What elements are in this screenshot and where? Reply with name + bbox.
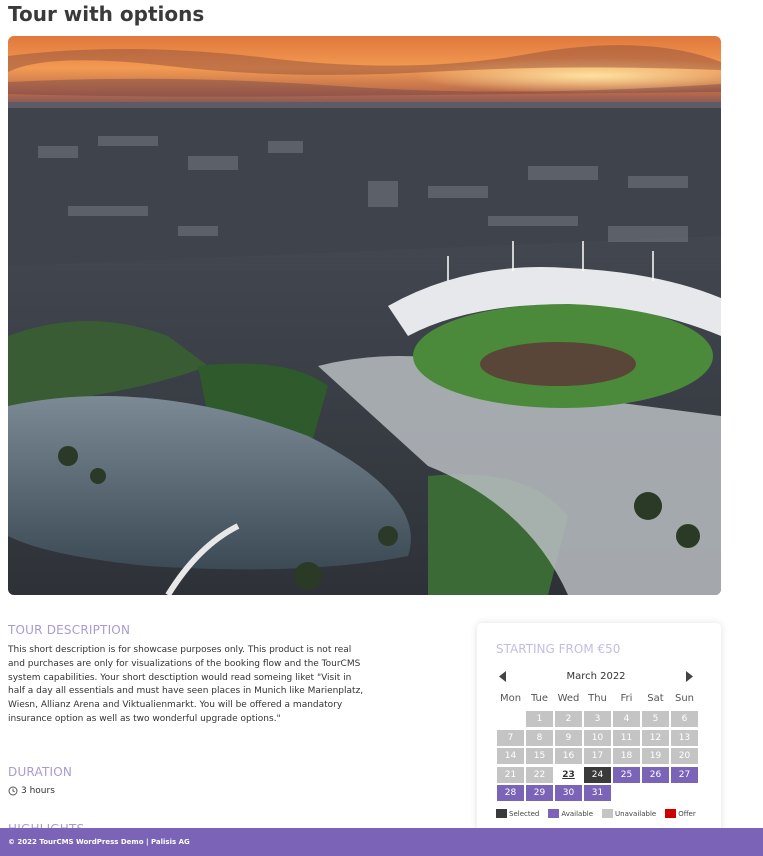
calendar-day-23[interactable]: 23 <box>555 767 582 783</box>
calendar-day-3[interactable]: 3 <box>584 711 611 727</box>
calendar-day-29[interactable]: 29 <box>526 785 553 801</box>
calendar-day-17[interactable]: 17 <box>584 748 611 764</box>
duration-row <box>8 786 55 796</box>
stadium-aerial-photo <box>8 36 721 595</box>
calendar-day-24[interactable]: 24 <box>584 767 611 783</box>
legend-label: Unavailable <box>615 809 657 818</box>
legend-item-offer <box>665 809 696 818</box>
calendar-month-label: March 2022 <box>566 670 626 682</box>
calendar-day-6[interactable]: 6 <box>671 711 698 727</box>
calendar-day-2[interactable]: 2 <box>555 711 582 727</box>
weekday-label: Tue <box>530 693 549 704</box>
site-footer <box>0 828 763 856</box>
weekday-label: Sat <box>647 693 664 704</box>
calendar-day-14[interactable]: 14 <box>497 748 524 764</box>
next-month-button[interactable] <box>682 669 696 683</box>
calendar-grid <box>496 710 699 803</box>
calendar-day-28[interactable]: 28 <box>497 785 524 801</box>
legend-item-unavailable <box>602 809 656 818</box>
calendar-day-26[interactable]: 26 <box>642 767 669 783</box>
weekday-label: Wed <box>557 693 580 704</box>
tour-hero-image <box>8 36 721 595</box>
calendar-day-empty <box>497 711 524 727</box>
booking-card <box>477 623 721 833</box>
weekday-label: Fri <box>620 693 633 704</box>
calendar-day-13[interactable]: 13 <box>671 730 698 746</box>
calendar-day-11[interactable]: 11 <box>613 730 640 746</box>
chevron-left-icon <box>499 671 507 682</box>
footer-copyright: © 2022 TourCMS WordPress Demo | Palisis AG <box>8 838 190 846</box>
calendar-day-31[interactable]: 31 <box>584 785 611 801</box>
weekday-label: Sun <box>674 693 695 704</box>
duration-heading: DURATION <box>8 765 73 779</box>
legend-label: Offer <box>678 809 696 818</box>
calendar-day-1[interactable]: 1 <box>526 711 553 727</box>
calendar-day-18[interactable]: 18 <box>613 748 640 764</box>
legend-item-available <box>548 809 593 818</box>
calendar-day-9[interactable]: 9 <box>555 730 582 746</box>
calendar-day-20[interactable]: 20 <box>671 748 698 764</box>
weekday-label: Thu <box>588 693 607 704</box>
calendar-day-8[interactable]: 8 <box>526 730 553 746</box>
clock-icon <box>8 786 18 796</box>
calendar-day-19[interactable]: 19 <box>642 748 669 764</box>
page-title: Tour with options <box>8 2 205 26</box>
prev-month-button[interactable] <box>496 669 510 683</box>
calendar-day-22[interactable]: 22 <box>526 767 553 783</box>
legend-swatch <box>602 809 613 818</box>
legend-label: Selected <box>509 809 540 818</box>
calendar-day-25[interactable]: 25 <box>613 767 640 783</box>
starting-from-price: STARTING FROM €50 <box>496 642 621 656</box>
weekday-label: Mon <box>499 693 522 704</box>
duration-value: 3 hours <box>21 786 55 796</box>
calendar-day-15[interactable]: 15 <box>526 748 553 764</box>
calendar-legend <box>496 809 696 818</box>
calendar-day-7[interactable]: 7 <box>497 730 524 746</box>
calendar-day-4[interactable]: 4 <box>613 711 640 727</box>
calendar-day-21[interactable]: 21 <box>497 767 524 783</box>
legend-item-selected <box>496 809 539 818</box>
chevron-right-icon <box>685 671 693 682</box>
legend-swatch <box>548 809 559 818</box>
calendar-day-10[interactable]: 10 <box>584 730 611 746</box>
calendar-day-16[interactable]: 16 <box>555 748 582 764</box>
calendar-day-27[interactable]: 27 <box>671 767 698 783</box>
calendar-day-5[interactable]: 5 <box>642 711 669 727</box>
calendar-day-12[interactable]: 12 <box>642 730 669 746</box>
calendar-day-30[interactable]: 30 <box>555 785 582 801</box>
calendar-weekdays <box>496 693 699 704</box>
calendar-nav <box>496 668 696 684</box>
legend-swatch <box>496 809 507 818</box>
legend-label: Available <box>561 809 594 818</box>
tour-description-text: This short description is for showcase purposes only. This product is not real and purchases are only for visualizations of the booking flow and the TourCMS system capabilities. Your short desctiption would read someing liket "Visit in half a day all essentials and must have seen places in Munich like Marienplatz, Wiesn, Allianz Arena and Viktualienmarkt. You will be offered a mandatory insurance option as well as two wonderful upgrade options." <box>8 645 364 724</box>
tour-description-heading: TOUR DESCRIPTION <box>8 623 131 637</box>
legend-swatch <box>665 809 676 818</box>
